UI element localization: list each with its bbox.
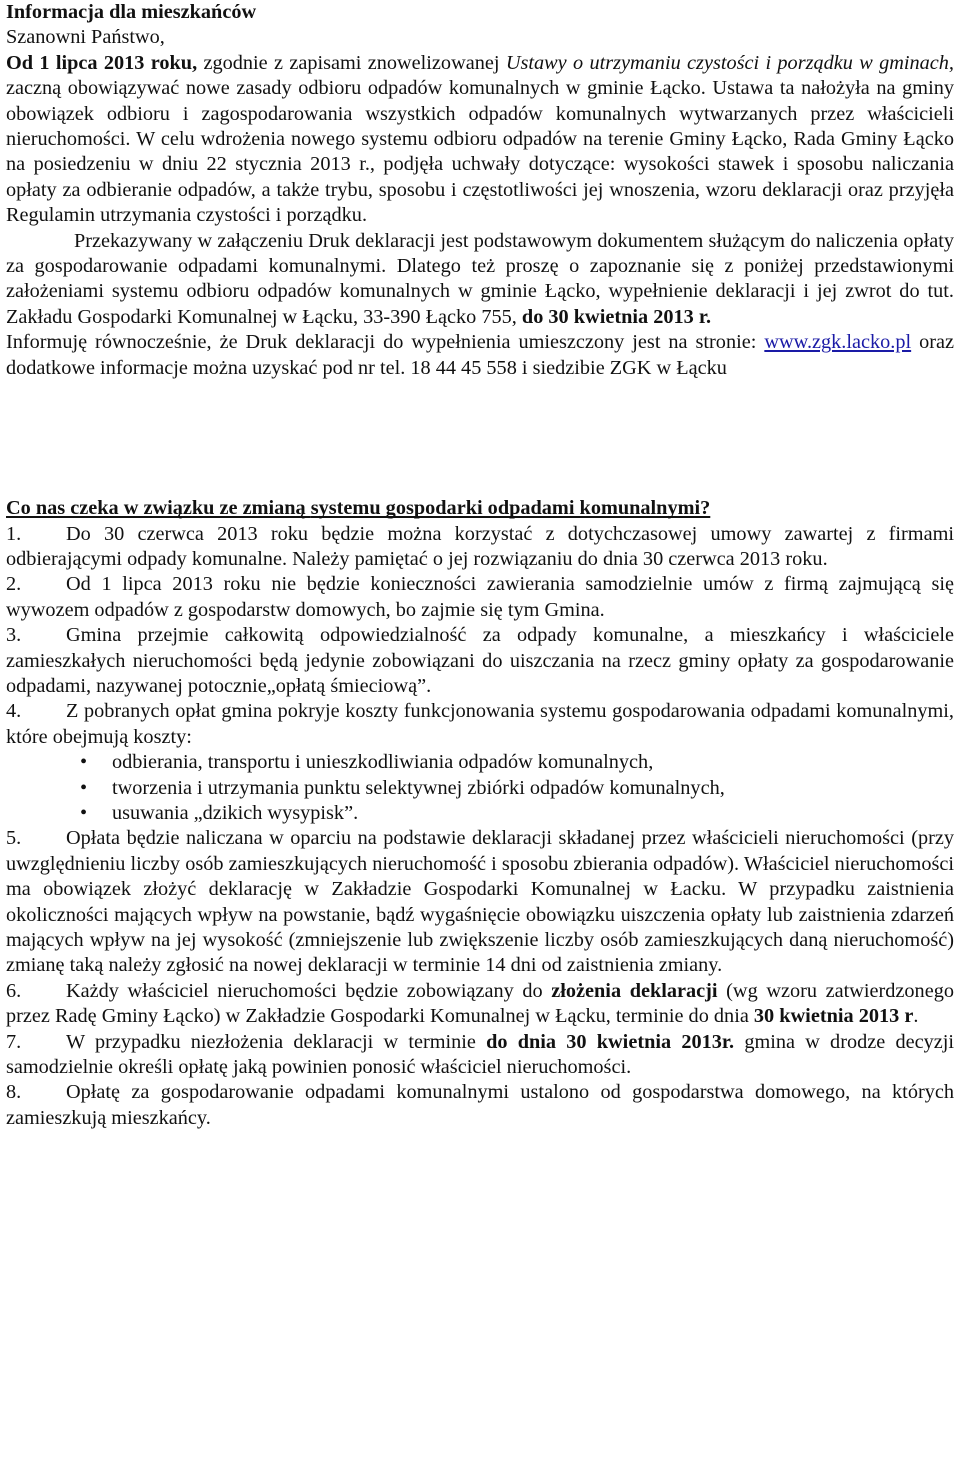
item-bold-1: do dnia 30 kwietnia 2013r.: [486, 1030, 735, 1053]
declaration-paragraph: [6, 229, 954, 331]
item-number: 1.: [6, 522, 22, 545]
item-text: Do 30 czerwca 2013 roku będzie można korzystać z dotychczasowej umowy zawartej z firmami odbierającymi odpady komunalne. Należy pamiętać o jej rozwiązaniu do dnia 30 czerwca 2013 roku.: [6, 522, 954, 570]
item-number: 7.: [6, 1030, 22, 1053]
item-text-b: gmina w drodze decyzji samodzielnie określi opłatę jaką powinien ponosić właściciel nieruchomości.: [6, 1030, 954, 1079]
list-item-2: [6, 572, 954, 623]
section-heading-b: systemu gospodarki odpadami komunalnymi?: [310, 497, 711, 520]
item-number: 8.: [6, 1081, 22, 1104]
intro-date: Od 1 lipca 2013 roku,: [6, 51, 198, 74]
list-item-3: [6, 623, 954, 699]
bullet-icon: •: [80, 776, 88, 799]
item-number: 4.: [6, 700, 22, 723]
intro-paragraph: [6, 51, 954, 229]
item-number: 3.: [6, 624, 22, 647]
act-name: Ustawy o utrzymaniu czystości i porządku w gminach,: [505, 51, 954, 74]
item-text: Od 1 lipca 2013 roku nie będzie konieczności zawierania samodzielnie umów z firmą zajmującą się wywozem odpadów z gospodarstw domowych, bo zajmie się tym Gmina.: [6, 573, 954, 621]
bullet-text: tworzenia i utrzymania punktu selektywnej zbiórki odpadów komunalnych,: [112, 776, 725, 799]
greeting: Szanowni Państwo,: [6, 26, 165, 49]
bullet-item: [6, 776, 954, 801]
declaration-text: Przekazywany w załączeniu Druk deklaracji jest podstawowym dokumentem służącym do naliczenia opłaty za gospodarowanie odpadami komunalnymi. Dlatego też proszę o zapoznanie się z poniżej przedstawionymi założeniami systemu odbioru odpadów komunalnych w gminie Łącko, wypełnienie deklaracji i jej zwrot do tut. Zakładu Gospodarki Komunalnej w Łącku, 33-390 Łącko 755,: [6, 229, 954, 328]
intro-text-a: zgodnie z zapisami znowelizowanej: [197, 51, 506, 74]
intro-text-b: zaczną obowiązywać nowe zasady odbioru odpadów komunalnych w gminie Łącko. Ustawa ta nałożyła na gminy obowiązek odbioru i zagospodarowania wszystkich odpadów komunalnych wytwarzanych przez właścicieli nieruchomości. W celu wdrożenia nowego systemu odbioru odpadów na terenie Gminy Łącko, Rada Gminy Łącko na posiedzeniu w dniu 22 stycznia 2013 r., podjęła uchwały dotyczące: wysokości stawek i sposobu naliczania opłaty za odbieranie odpadów, a także trybu, sposobu i częstotliwości jej wnoszenia, wzoru deklaracji oraz przyjęła Regulamin utrzymania czystości i porządku.: [6, 77, 954, 227]
list-item-1: [6, 522, 954, 573]
item-text-a: W przypadku niezłożenia deklaracji w terminie: [66, 1030, 487, 1053]
bullet-icon: •: [80, 801, 88, 824]
section-heading: [6, 496, 954, 521]
list-item-7: [6, 1030, 954, 1081]
info-text-a: Informuję równocześnie, że Druk deklaracji do wypełnienia umieszczony jest na stronie:: [6, 331, 765, 354]
website-link[interactable]: www.zgk.lacko.pl: [764, 331, 912, 354]
bullet-item: [6, 750, 954, 775]
document-title: Informacja dla mieszkańców: [6, 1, 257, 23]
item-number: 6.: [6, 979, 22, 1002]
item-text-a: Każdy właściciel nieruchomości będzie zobowiązany do: [66, 979, 552, 1002]
item-bold-1: złożenia deklaracji: [551, 979, 718, 1002]
cost-bullet-list: [6, 750, 954, 826]
info-paragraph: [6, 330, 954, 381]
item-text-c: .: [913, 1005, 919, 1028]
list-item-8: [6, 1080, 954, 1131]
section-heading-a: Co nas czeka w związku ze zmianą: [6, 497, 311, 520]
spacer: [6, 381, 954, 496]
item-number: 5.: [6, 827, 22, 850]
list-item-6: [6, 979, 954, 1030]
item-number: 2.: [6, 573, 22, 596]
bullet-text: usuwania „dzikich wysypisk”.: [112, 801, 359, 824]
item-text: Z pobranych opłat gmina pokryje koszty funkcjonowania systemu gospodarowania odpadami komunalnymi, które obejmują koszty:: [6, 700, 954, 748]
item-text: Opłata będzie naliczana w oparciu na podstawie deklaracji składanej przez właścicieli nieruchomości (przy uwzględnieniu liczby osób zamieszkujących nieruchomość i sposobu zbierania odpadów). Właściciel nieruchomości ma obowiązek złożyć deklarację w Zakładzie Gospodarki Komunalnej w Łacku. W przypadku zaistnienia okoliczności mających wpływ na powstanie, bądź wygaśnięcie obowiązku uiszczenia opłaty lub zaistnienia zdarzeń mających wpływ na jej wysokość (zmniejszenie lub zwiększenie liczby osób zamieszkujących daną nieruchomość) zmianę taką należy zgłosić na nowej deklaracji w terminie 14 dni od zaistnienia zmiany.: [6, 827, 954, 977]
info-text-b: oraz dodatkowe informacje można uzyskać pod nr tel. 18 44 45 558 i siedzibie ZGK w Łącku: [6, 331, 955, 379]
list-item-5: [6, 826, 954, 978]
item-text-b: (wg wzoru zatwierdzonego przez Radę Gminy Łącko) w Zakładzie Gospodarki Komunalnej w Łącku, terminie do dnia: [6, 979, 954, 1028]
bullet-icon: •: [80, 751, 88, 774]
item-bold-2: 30 kwietnia 2013 r: [753, 1005, 914, 1028]
list-item-4: [6, 699, 954, 750]
item-text: Opłatę za gospodarowanie odpadami komunalnymi ustalono od gospodarstwa domowego, na których zamieszkują mieszkańcy.: [6, 1081, 954, 1129]
bullet-item: [6, 801, 954, 826]
deadline-bold: do 30 kwietnia 2013 r.: [521, 305, 712, 328]
bullet-text: odbierania, transportu i unieszkodliwiania odpadów komunalnych,: [112, 751, 654, 774]
item-text: Gmina przejmie całkowitą odpowiedzialność za odpady komunalne, a mieszkańcy i właściciele zamieszkałych nieruchomości będą jedynie zobowiązani do uiszczania na rzecz gminy opłaty za gospodarowanie odpadami, nazywanej potocznie„opłatą śmieciową”.: [6, 624, 954, 697]
